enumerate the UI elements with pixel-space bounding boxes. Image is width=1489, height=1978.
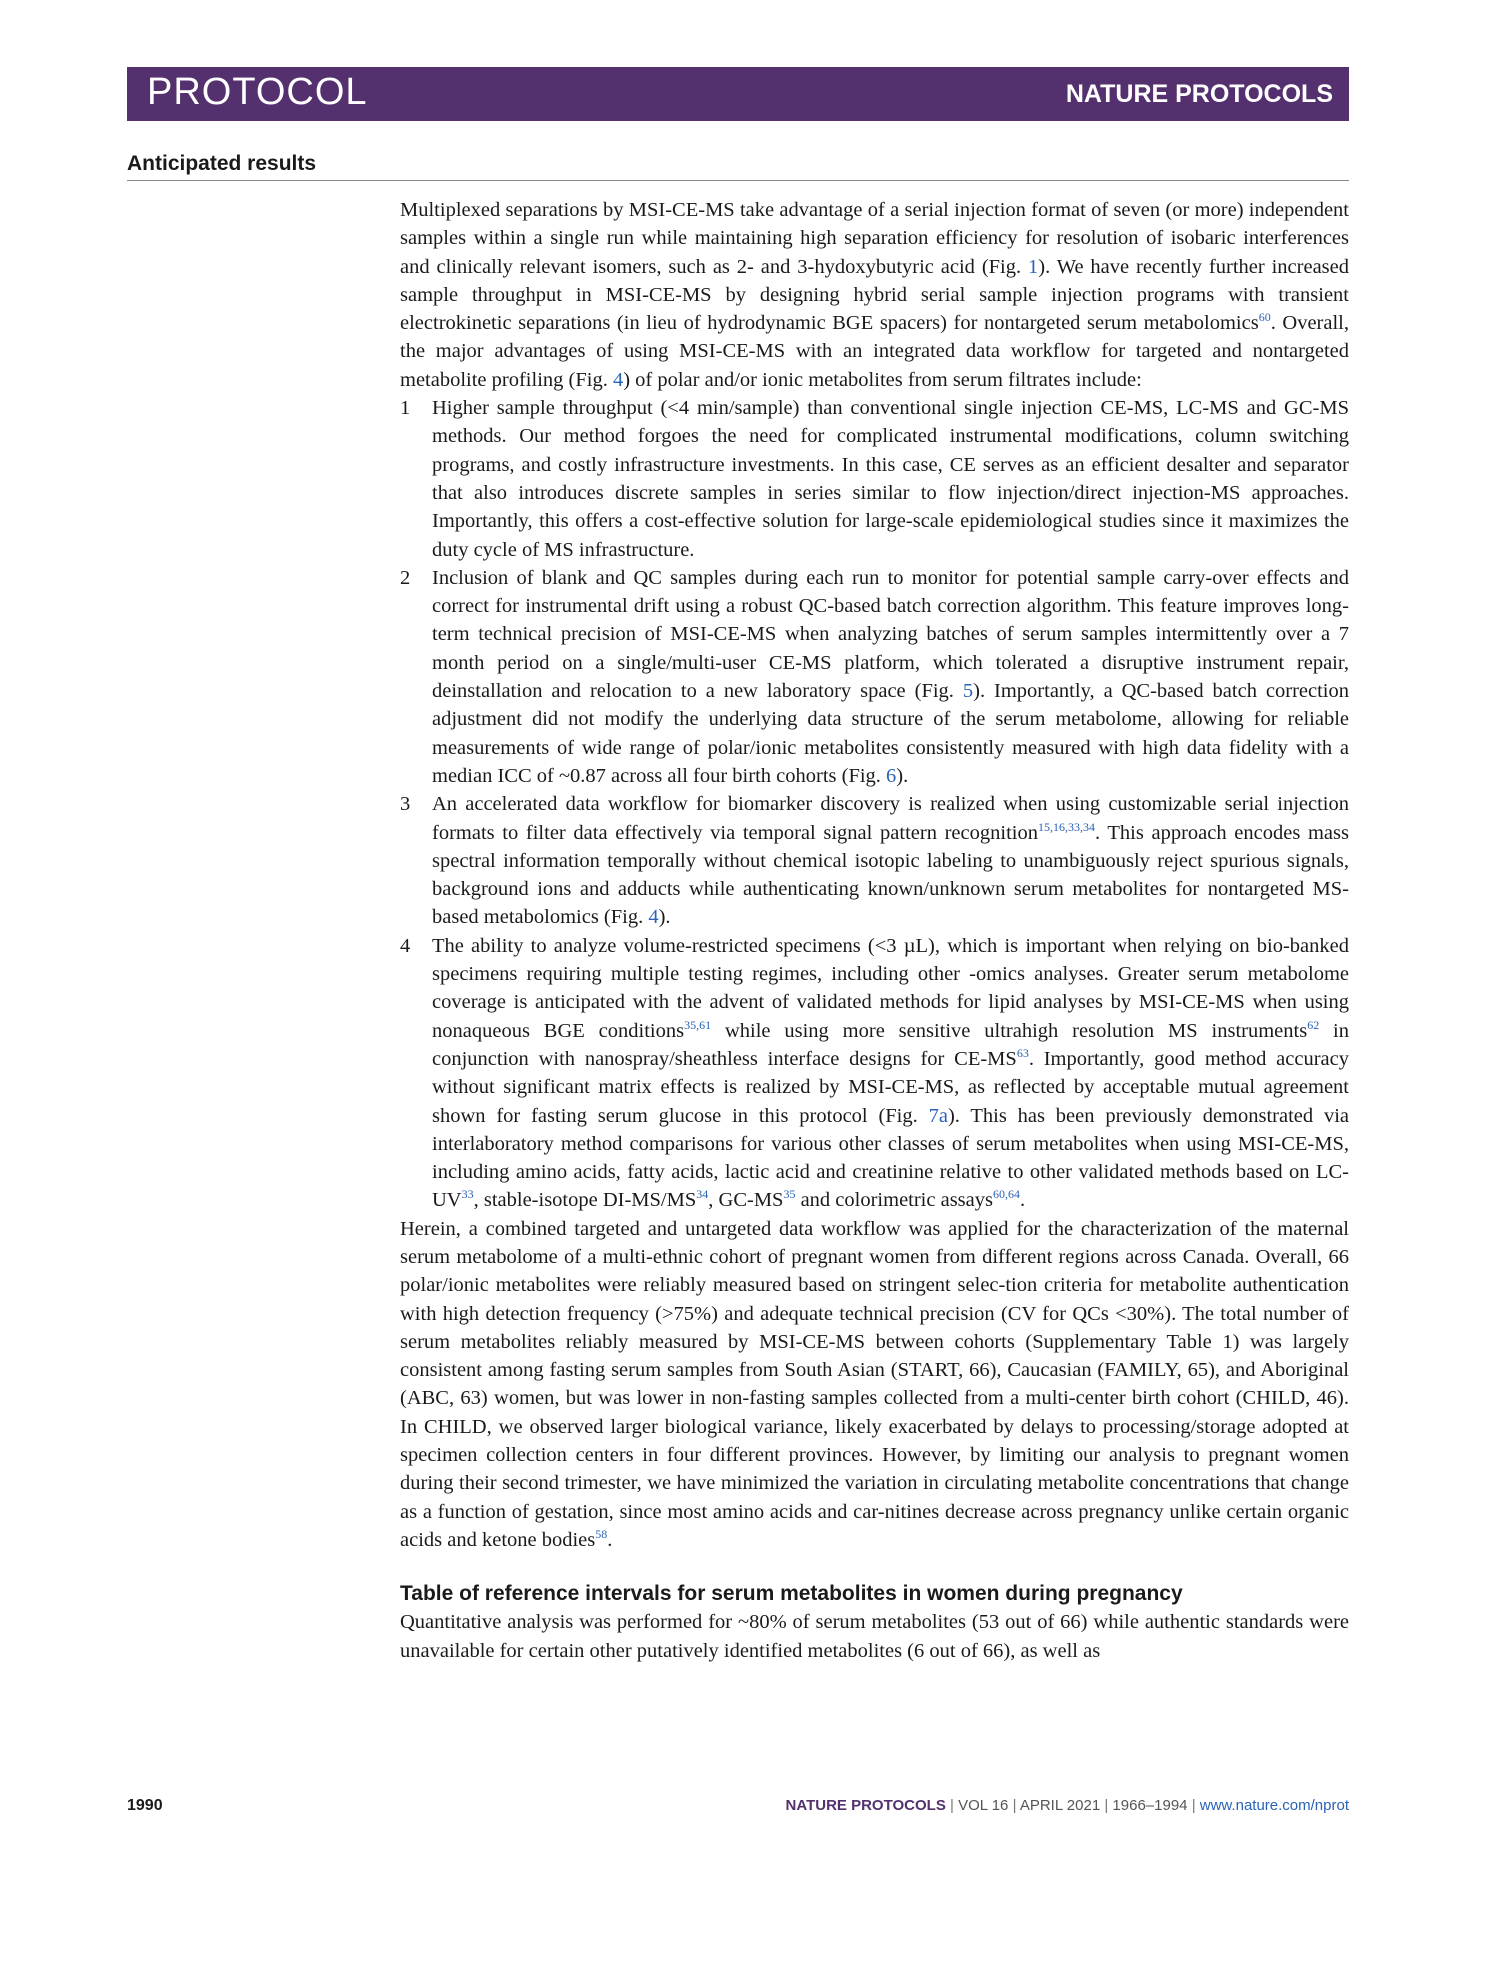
footer-pages: 1966–1994 [1112, 1797, 1188, 1814]
citation-link[interactable]: 34 [696, 1187, 709, 1202]
final-paragraph: Quantitative analysis was performed for ~80% of serum metabolites (53 out of 66) while authentic standards were unavailable for certain other putatively identified metabolites (6 out of 66), as well as [400, 1611, 1349, 1662]
citation-link[interactable]: 60 [1258, 310, 1271, 325]
heading-rule [127, 180, 1349, 181]
figure-link[interactable]: 6 [886, 764, 897, 787]
article-type-label: PROTOCOL [147, 71, 368, 113]
results-paragraph: Herein, a combined targeted and untargeted data workflow was applied for the characterization of the maternal serum metabolome of a multi-ethnic cohort of pregnant women from different regions across Canada. Overall, 66 polar/ionic metabolites were reliably measured based on stringent selec-tion criteria for metabolite authentication with high detection frequency (>75%) and adequate technical precision (CV for QCs <30%). The total number of serum metabolites reliably measured by MSI-CE-MS between cohorts (Supplementary Table 1) was largely consistent among fasting serum samples from South Asian (START, 66), Caucasian (FAMILY, 65), and Aboriginal (ABC, 63) women, but was lower in non-fasting samples collected from a multi-center birth cohort (CHILD, 46). In CHILD, we observed larger biological variance, likely exacerbated by delays to processing/storage adopted at specimen collection centers in four different provinces. However, by limiting our analysis to pregnant women during their second trimester, we have minimized the variation in circulating metabolite concentrations that change as a function of gestation, since most amino acids and car-nitines decrease across pregnancy unlike certain organic acids and ketone bodies$^{58}$. [400, 1217, 1349, 1551]
list-number: 4 [400, 934, 411, 957]
footer-volume: VOL 16 [958, 1797, 1009, 1814]
page-number: 1990 [127, 1797, 163, 1814]
list-item: 3 An accelerated data workflow for biomarker discovery is realized when using customizable serial injection formats to filter data effectively via temporal signal pattern recognition$^{15,16,33,34}$. This approach encodes mass spectral information temporally without chemical isotopic labeling to unambiguously reject spurious signals, background ions and adducts while authenticating known/unknown serum metabolites for nontargeted MS-based metabolomics (Fig. 4). [400, 790, 1349, 931]
intro-paragraph: Multiplexed separations by MSI-CE-MS take advantage of a serial injection format of seven (or more) independent samples within a single run while maintaining high separation efficiency for resolution of isobaric interferences and clinically relevant isomers, such as 2- and 3-hydoxybutyric acid (Fig. 1). We have recently further increased sample throughput in MSI-CE-MS by designing hybrid serial sample injection programs with transient electrokinetic separations (in lieu of hydrodynamic BGE spacers) for nontargeted serum metabolomics$^{60}$. Overall, the major advantages of using MSI-CE-MS with an integrated data workflow for targeted and nontargeted metabolite profiling (Fig. 4) of polar and/or ionic metabolites from serum filtrates include: [400, 199, 1349, 391]
header-banner [127, 67, 1349, 121]
footer-citation: NATURE PROTOCOLS | VOL 16 | APRIL 2021 | 1966–1994 | www.nature.com/nprot [785, 1797, 1349, 1814]
journal-url-link[interactable]: www.nature.com/nprot [1199, 1797, 1349, 1814]
citation-link[interactable]: 35 [783, 1187, 796, 1202]
section-heading: Anticipated results [127, 152, 317, 175]
citation-link[interactable]: 62 [1307, 1017, 1320, 1032]
list-item: 4 The ability to analyze volume-restricted specimens (<3 µL), which is important when relying on bio-banked specimens requiring multiple testing regimes, including other -omics analyses. Greater serum metabolome coverage is anticipated with the advent of validated methods for lipid analyses by MSI-CE-MS when using nonaqueous BGE conditions$^{35,61}$ while using more sensitive ultrahigh resolution MS instruments$^{62}$ in conjunction with nanospray/sheathless interface designs for CE-MS$^{63}$. Importantly, good method accuracy without significant matrix effects is realized by MSI-CE-MS, as reflected by acceptable mutual agreement shown for fasting serum glucose in this protocol (Fig. 7a). This has been previously demonstrated via interlaboratory method comparisons for various other classes of serum metabolites when using MSI-CE-MS, including amino acids, fatty acids, lactic acid and creatinine relative to other validated methods based on LC-UV$^{33}$, stable-isotope DI-MS/MS$^{34}$, GC-MS$^{35}$ and colorimetric assays$^{60,64}$. [400, 932, 1349, 1215]
figure-link[interactable]: 7a [928, 1104, 948, 1127]
citation-link[interactable]: 33 [461, 1187, 474, 1202]
citation-link[interactable]: 63 [1016, 1045, 1029, 1060]
footer-date: APRIL 2021 [1019, 1797, 1101, 1814]
footer-journal: NATURE PROTOCOLS [785, 1797, 946, 1814]
list-number: 2 [400, 566, 411, 589]
list-item: 2 Inclusion of blank and QC samples during each run to monitor for potential sample carry-over effects and correct for instrumental drift using a robust QC-based batch correction algorithm. This feature improves long-term technical precision of MSI-CE-MS when analyzing batches of serum samples intermittently over a 7 month period on a single/multi-user CE-MS platform, which tolerated a disruptive instrument repair, deinstallation and relocation to a new laboratory space (Fig. 5). Importantly, a QC-based batch correction adjustment did not modify the underlying data structure of the serum metabolome, allowing for reliable measurements of wide range of polar/ionic metabolites consistently measured with high data fidelity with a median ICC of ~0.87 across all four birth cohorts (Fig. 6). [400, 564, 1349, 790]
subsection-heading: Table of reference intervals for serum metabolites in women during pregnancy [400, 1582, 1183, 1606]
list-item: 1 Higher sample throughput (<4 min/sample) than conventional single injection CE-MS, LC-MS and GC-MS methods. Our method forgoes the need for complicated instrumental modifications, column switching programs, and costly infrastructure investments. In this case, CE serves as an efficient desalter and separator that also introduces discrete samples in series similar to flow injection/direct injection-MS approaches. Importantly, this offers a cost-effective solution for large-scale epidemiological studies since it maximizes the duty cycle of MS infrastructure. [400, 394, 1349, 564]
citation-link[interactable]: 15,16,33,34 [1037, 819, 1095, 834]
figure-link[interactable]: 4 [648, 906, 659, 929]
figure-link[interactable]: 5 [962, 680, 974, 703]
citation-link[interactable]: 35,61 [684, 1017, 712, 1032]
journal-name: NATURE PROTOCOLS [1065, 80, 1333, 108]
list-number: 1 [400, 397, 411, 420]
figure-link[interactable]: 4 [612, 368, 624, 391]
figure-link[interactable]: 1 [1028, 255, 1039, 278]
article-body [400, 196, 1349, 1665]
citation-link[interactable]: 58 [595, 1526, 608, 1541]
list-number: 3 [400, 793, 411, 816]
citation-link[interactable]: 60,64 [993, 1187, 1020, 1202]
